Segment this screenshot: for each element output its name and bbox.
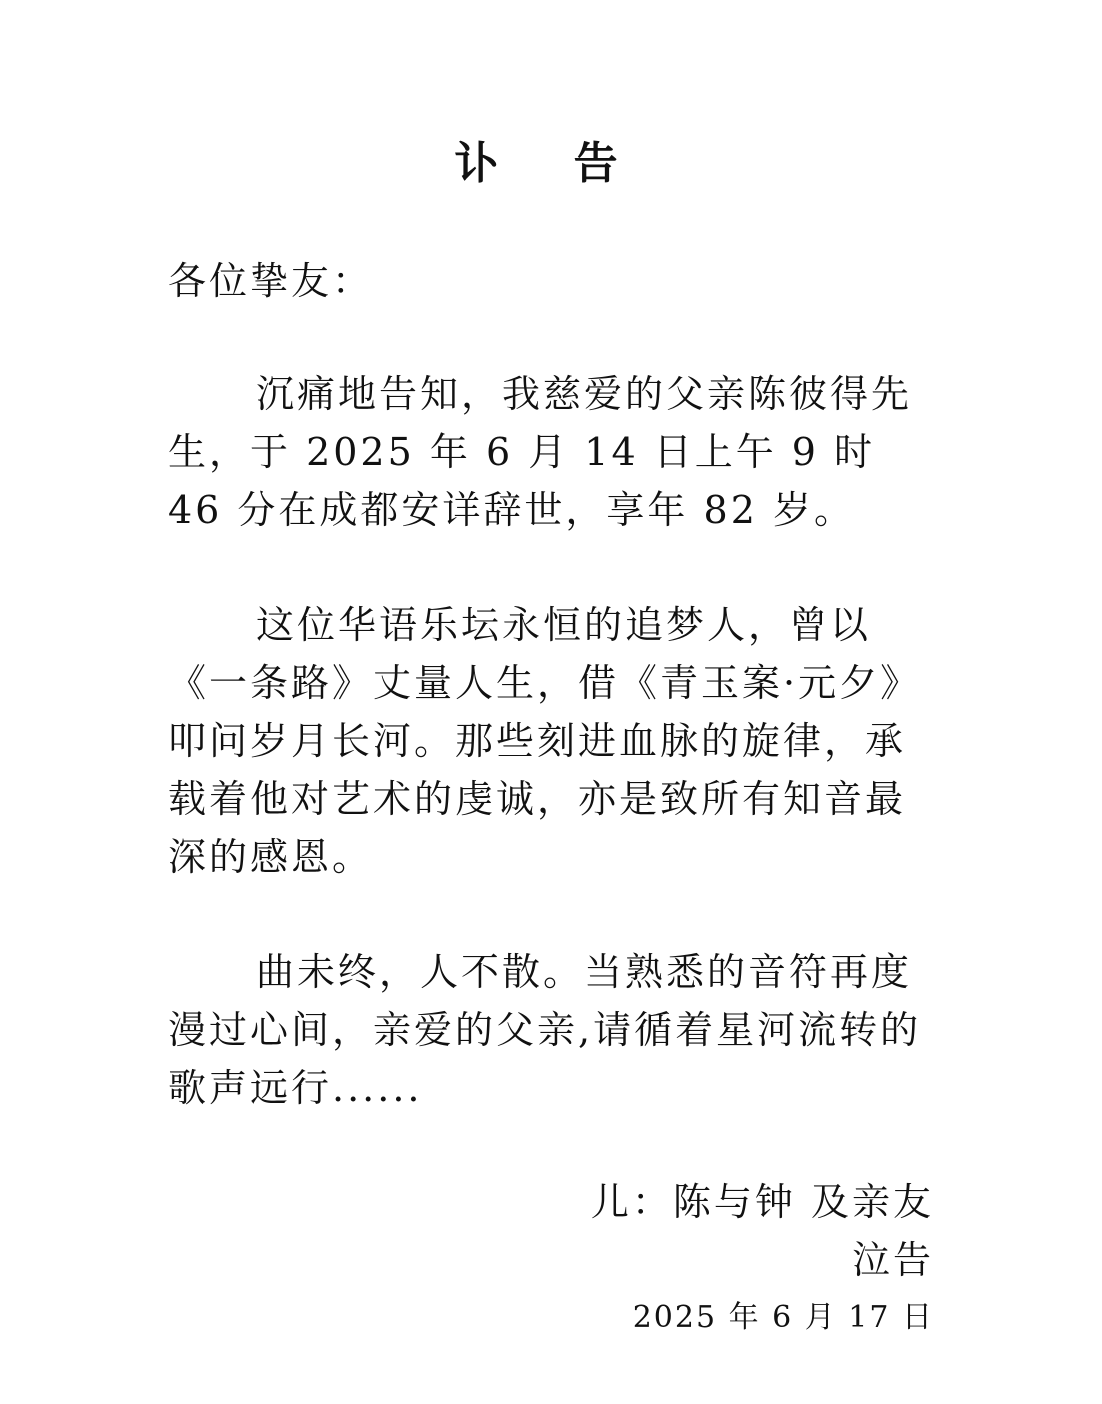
- document-title: 讣 告: [454, 138, 648, 189]
- paragraph-announcement: 沉痛地告知，我慈爱的父亲陈彼得先生，于 2025 年 6 月 14 日上午 9 时 46 分在成都安详辞世，享年 82 岁。: [168, 372, 913, 532]
- signature-family: 儿：陈与钟 及亲友: [590, 1180, 934, 1224]
- paragraph-tribute: 这位华语乐坛永恒的追梦人，曾以《一条路》丈量人生，借《青玉案·元夕》叩问岁月长河。那些刻进血脉的旋律，承载着他对艺术的虔诚，亦是致所有知音最深的感恩。: [168, 603, 922, 879]
- signature-mourning: 泣告: [851, 1238, 934, 1282]
- signature-date: 2025 年 6 月 17 日: [632, 1300, 934, 1335]
- salutation: 各位挚友：: [168, 259, 374, 303]
- paragraph-farewell: 曲未终，人不散。当熟悉的音符再度漫过心间，亲爱的父亲,请循着星河流转的歌声远行......: [168, 950, 922, 1110]
